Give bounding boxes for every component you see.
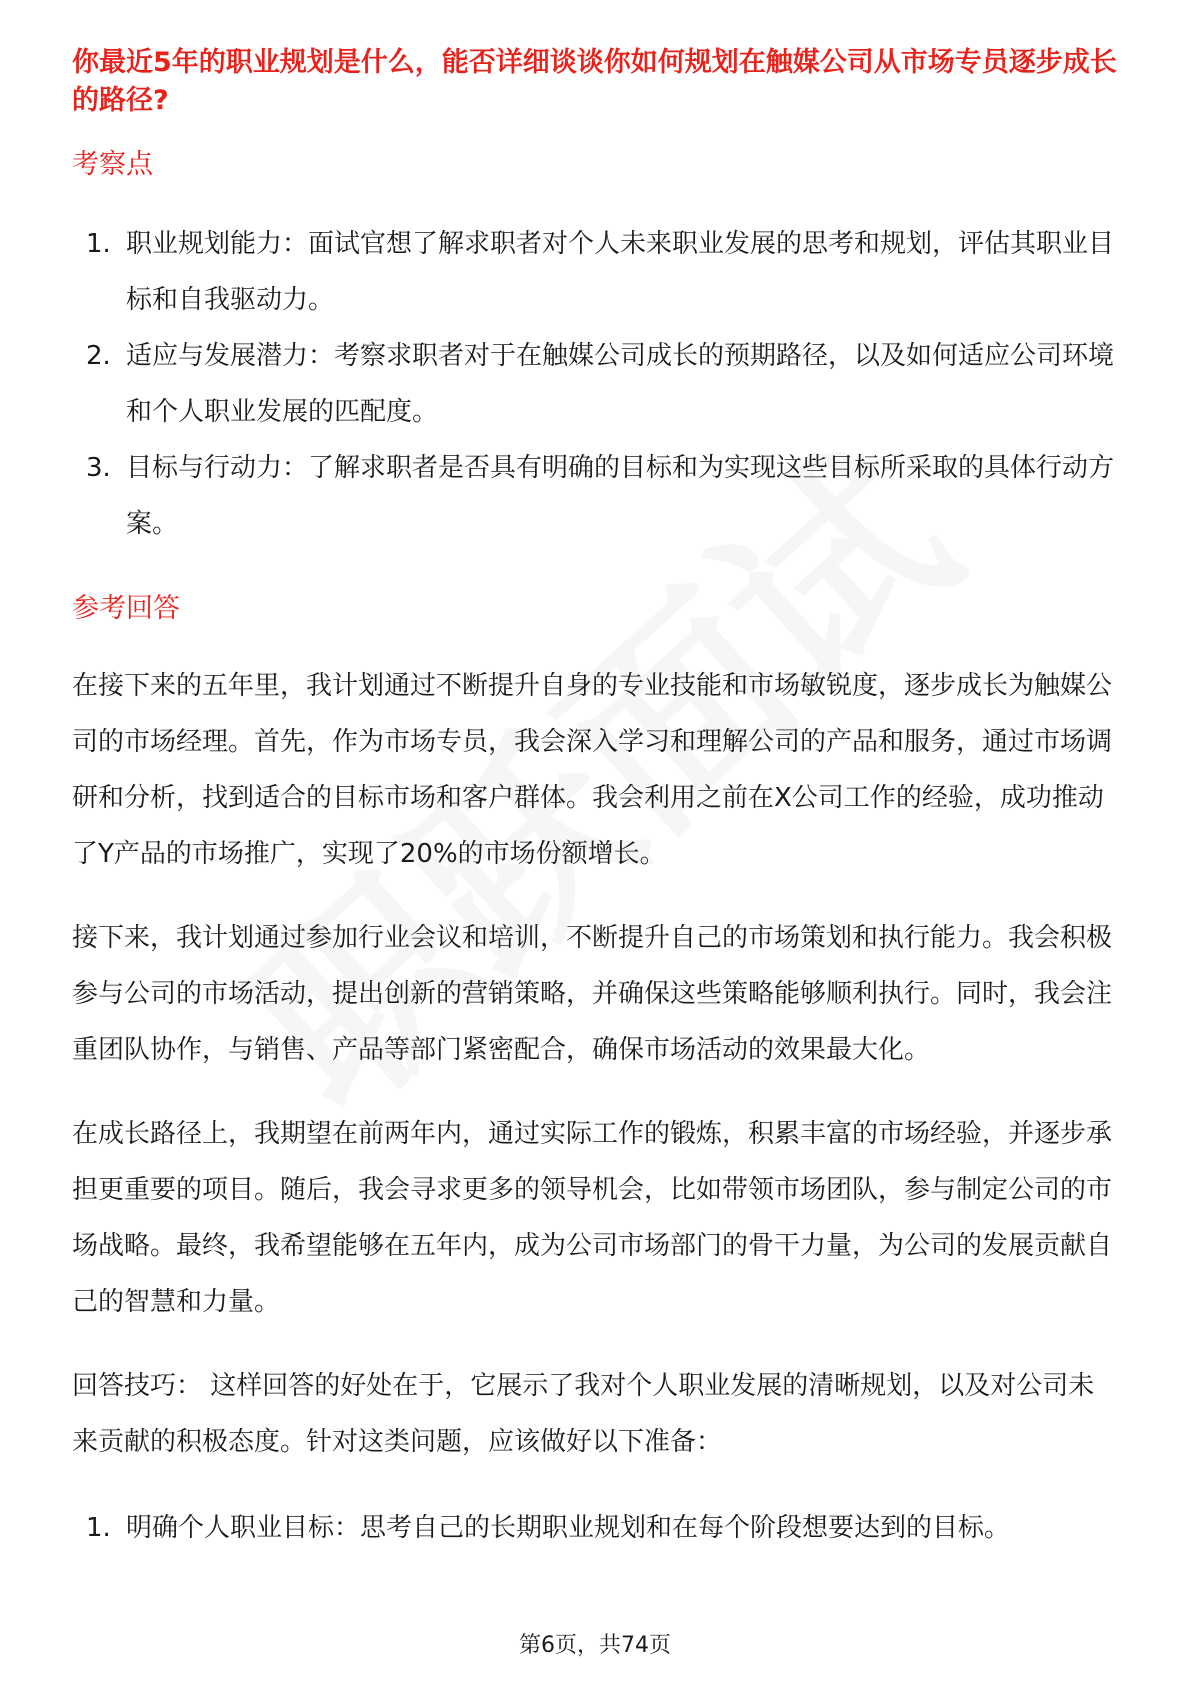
question-title: 你最近5年的职业规划是什么，能否详细谈谈你如何规划在触媒公司从市场专员逐步成长的路径? <box>72 47 1117 116</box>
list-item <box>72 1500 1120 1556</box>
page-footer: 第6页，共74页 <box>519 1633 671 1658</box>
list-item <box>72 216 1120 328</box>
list-item <box>72 328 1120 440</box>
document-page <box>72 44 1120 1556</box>
list-item-text: 职业规划能力：面试官想了解求职者对个人未来职业发展的思考和规划，评估其职业目标和自我驱动力。 <box>126 229 1115 315</box>
list-number: 1. <box>86 229 111 259</box>
cankao-heading: 参考回答 <box>72 593 180 624</box>
prep-list <box>72 1500 1120 1556</box>
answer-paragraph: 在接下来的五年里，我计划通过不断提升自身的专业技能和市场敏锐度，逐步成长为触媒公司的市场经理。首先，作为市场专员，我会深入学习和理解公司的产品和服务，通过市场调研和分析，找到适合的目标市场和客户群体。我会利用之前在X公司工作的经验，成功推动了Y产品的市场推广，实现了20%的市场份额增长。 <box>72 671 1113 869</box>
kaocha-heading: 考察点 <box>72 149 153 180</box>
answer-tips-paragraph: 回答技巧： 这样回答的好处在于，它展示了我对个人职业发展的清晰规划，以及对公司未来贡献的积极态度。针对这类问题，应该做好以下准备： <box>72 1371 1095 1457</box>
answer-paragraph: 在成长路径上，我期望在前两年内，通过实际工作的锻炼，积累丰富的市场经验，并逐步承担更重要的项目。随后，我会寻求更多的领导机会，比如带领市场团队，参与制定公司的市场战略。最终，我希望能够在五年内，成为公司市场部门的骨干力量，为公司的发展贡献自己的智慧和力量。 <box>72 1119 1113 1317</box>
answer-paragraph: 接下来，我计划通过参加行业会议和培训，不断提升自己的市场策划和执行能力。我会积极参与公司的市场活动，提出创新的营销策略，并确保这些策略能够顺利执行。同时，我会注重团队协作，与销售、产品等部门紧密配合，确保市场活动的效果最大化。 <box>72 923 1113 1065</box>
list-item-text: 目标与行动力：了解求职者是否具有明确的目标和为实现这些目标所采取的具体行动方案。 <box>126 453 1115 539</box>
list-item <box>72 440 1120 552</box>
list-number: 1. <box>86 1513 111 1543</box>
list-number: 2. <box>86 341 111 371</box>
list-item-text: 适应与发展潜力：考察求职者对于在触媒公司成长的预期路径，以及如何适应公司环境和个人职业发展的匹配度。 <box>126 341 1115 427</box>
list-item-text: 明确个人职业目标：思考自己的长期职业规划和在每个阶段想要达到的目标。 <box>126 1513 1011 1543</box>
list-number: 3. <box>86 453 111 483</box>
kaocha-list <box>72 216 1120 552</box>
